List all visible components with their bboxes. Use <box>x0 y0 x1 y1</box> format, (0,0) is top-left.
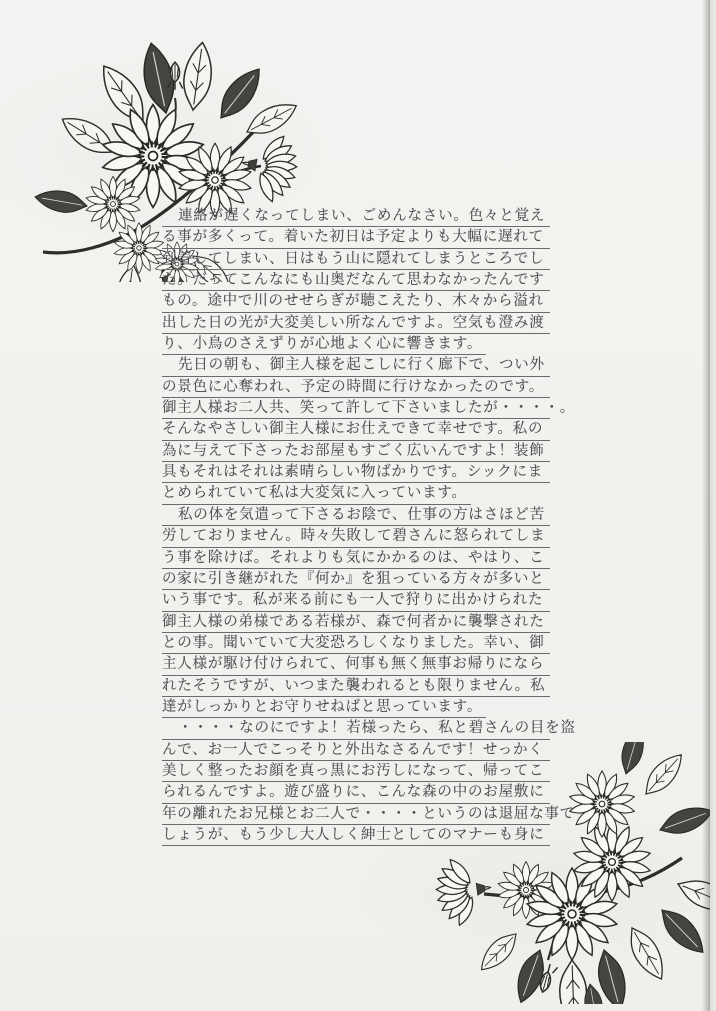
letter-line: いう事です。私が来る前にも一人で狩りに出かけられた <box>162 590 550 611</box>
letter-line: の家に引き継がれた『何か』を狙っている方々が多いと <box>162 569 550 590</box>
letter-line: る事が多くって。着いた初日は予定よりも大幅に遅れて <box>162 227 550 248</box>
letter-line: 出した日の光が大変美しい所なんですよ。空気も澄み渡 <box>162 313 550 334</box>
letter-line: とめられていて私は大変気に入っています。 <box>162 483 471 504</box>
letter-line: 美しく整ったお顔を真っ黒にお汚しになって、帰ってこ <box>162 761 550 782</box>
letter-line: 労しておりません。時々失敗して碧さんに怒られてしま <box>162 526 550 547</box>
page-right-edge <box>710 0 716 1011</box>
letter-line: との事。聞いていて大変恐ろしくなりました。幸い、御 <box>162 633 550 654</box>
letter-line: 達がしっかりとお守りせねばと思っています。 <box>162 697 486 718</box>
letter-line: んで、お一人でこっそりと外出なさるんです！せっかく <box>162 740 550 761</box>
letter-line: り、小鳥のさえずりが心地よく心に響きます。 <box>162 334 486 355</box>
letter-line: 年の離れたお兄様とお二人で・・・・というのは退屈な事で <box>162 804 550 825</box>
letter-line: 御主人様の弟様である若様が、森で何者かに襲撃された <box>162 612 550 633</box>
letter-line: 私の体を気遣って下さるお陰で、仕事の方はさほど苦 <box>162 505 550 526</box>
letter-line: 連絡が遅くなってしまい、ごめんなさい。色々と覚え <box>162 206 550 227</box>
letter-line: られるんですよ。遊び盛りに、こんな森の中のお屋敷に <box>162 782 550 803</box>
letter-line: た。だってこんなにも山奥だなんて思わなかったんです <box>162 270 550 291</box>
letter-line: そんなやさしい御主人様にお仕えできて幸せです。私の <box>162 419 550 440</box>
letter-line: 為に与えて下さったお部屋もすごく広いんですよ！装飾 <box>162 441 550 462</box>
letter-line: もの。途中で川のせせらぎが聴こえたり、木々から溢れ <box>162 291 550 312</box>
letter-line: 主人様が駆け付けられて、何事も無く無事お帰りになら <box>162 654 550 675</box>
daisy-illustration-bottom-right <box>420 742 712 1004</box>
scan-edge-shadow <box>702 0 710 1011</box>
letter-line: 具もそれはそれは素晴らしい物ばかりです。シックにま <box>162 462 550 483</box>
letter-line: う事を除けば。それよりも気にかかるのは、やはり、こ <box>162 548 550 569</box>
letter-line: ・・・・なのにですよ！若様ったら、私と碧さんの目を盗 <box>162 718 550 739</box>
letter-line: 到着してしまい、日はもう山に隠れてしまうところでし <box>162 249 550 270</box>
letter-line: 御主人様お二人共、笑って許して下さいましたが・・・・。 <box>162 398 550 419</box>
letter-line: の景色に心奪われ、予定の時間に行けなかったのです。 <box>162 377 550 398</box>
letter-line: れたそうですが、いつまた襲われるとも限りません。私 <box>162 676 550 697</box>
letter-line: 先日の朝も、御主人様を起こしに行く廊下で、つい外 <box>162 355 550 376</box>
letter-line: しょうが、もう少し大人しく紳士としてのマナーも身に <box>162 825 550 846</box>
